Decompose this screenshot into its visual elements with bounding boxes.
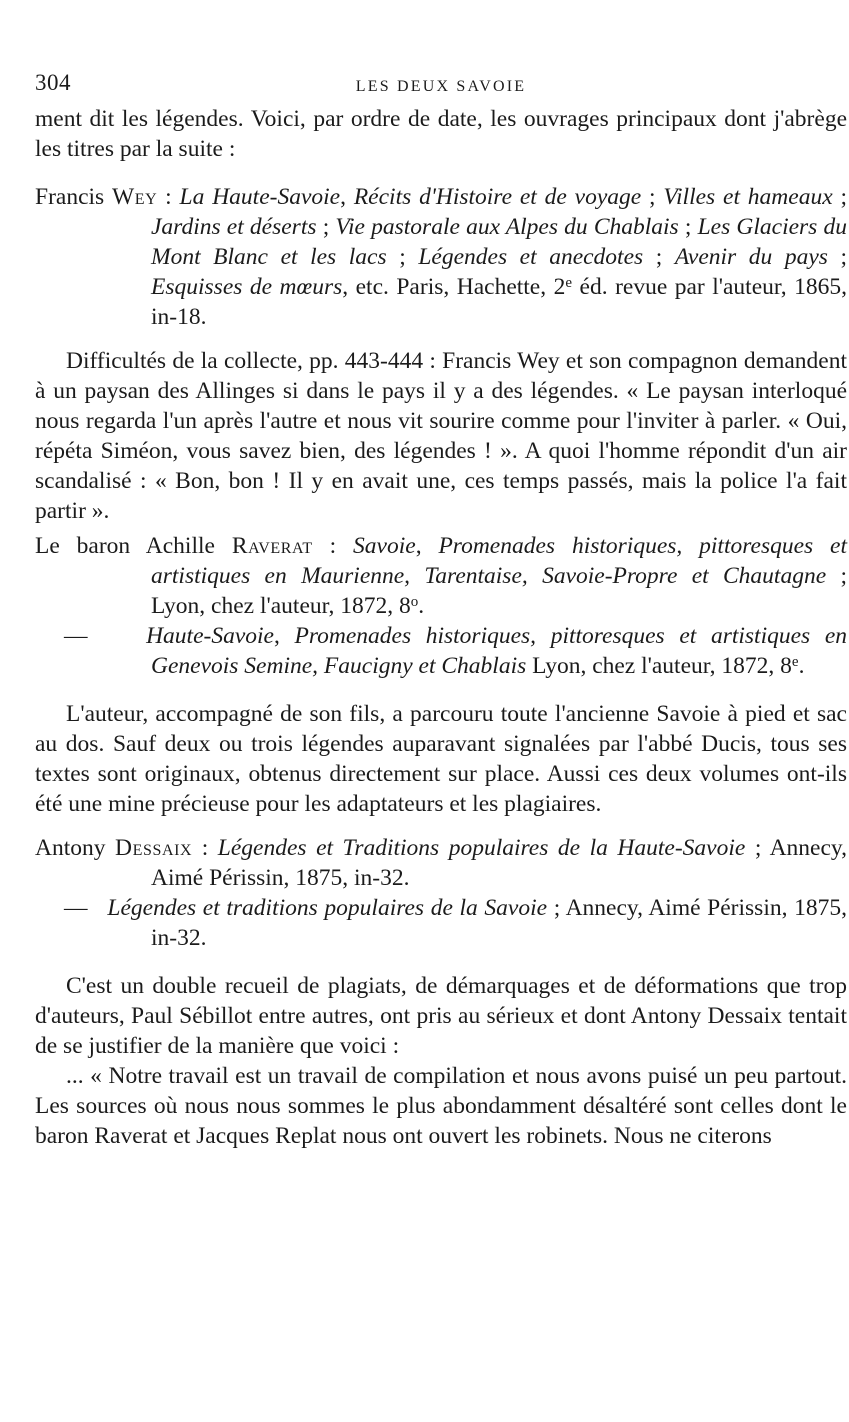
intro-paragraph: ment dit les légendes. Voici, par ordre de date, les ouvrages principaux dont j'abrège les titres par la suite : bbox=[35, 106, 847, 162]
page-header bbox=[35, 70, 847, 104]
work-title: Les Glaciers du Mont Blanc et les lacs bbox=[151, 214, 847, 270]
work-title: Légendes et traditions populaires de la Savoie bbox=[107, 895, 548, 921]
book-page bbox=[35, 70, 847, 1151]
work-title: Avenir du pays bbox=[674, 244, 828, 270]
dessaix-commentary-paragraph: C'est un double recueil de plagiats, de démarquages et de déformations que trop d'auteurs, Paul Sébillot entre autres, ont pris au sérieux et dont Antony Dessaix tentait de se justifier de la manière que voici : bbox=[35, 973, 847, 1059]
work-title: Promenades historiques, pittoresques et artistiques en Maurienne, Tarentaise, Savoie-Propre et Chautagne bbox=[151, 533, 848, 589]
work-title: Promenades historiques, pittoresques et artistiques en Genevois Semine, Faucigny et Chablais bbox=[151, 623, 847, 679]
publication-details: ; Annecy, Aimé Périssin, 1875, in-32. bbox=[151, 895, 847, 951]
work-title: Savoie bbox=[353, 533, 416, 559]
publication-details: Lyon, chez l'auteur, 1872, 8 bbox=[526, 653, 792, 679]
raverat-commentary-paragraph: L'auteur, accompagné de son fils, a parcouru toute l'ancienne Savoie à pied et sac au dos. Sauf deux ou trois légendes auparavant signalées par l'abbé Ducis, tous ses textes sont originaux, obtenus directement sur place. Aussi ces deux volumes ont-ils été une mine précieuse pour les adaptateurs et les plagiaires. bbox=[35, 701, 847, 817]
bibliography-entry-dessaix: Antony Dessaix : Légendes et Traditions populaires de la Haute-Savoie ; Annecy, Aimé Périssin, 1875, in-32. bbox=[35, 835, 847, 891]
work-title: La Haute-Savoie bbox=[179, 184, 341, 210]
work-title: Légendes et anecdotes bbox=[418, 244, 644, 270]
running-title: LES DEUX SAVOIE bbox=[355, 78, 527, 95]
work-title: Récits d'Histoire et de voyage bbox=[353, 184, 642, 210]
body-text bbox=[35, 104, 847, 1151]
bibliography-entry-wey: Francis Wey : La Haute-Savoie, Récits d'Histoire et de voyage ; Villes et hameaux ; Jardins et déserts ; Vie pastorale aux Alpes du Chablais ; Les Glaciers du Mont Blanc et les lacs ; Légendes et anecdotes ; Avenir du pays ; Esquisses de mœurs, etc. Paris, Hachette, 2e éd. revue par l'auteur, 1865, in-18. bbox=[35, 184, 848, 330]
quotation-paragraph: ... « Notre travail est un travail de compilation et nous avons puisé un peu partout. Les sources où nous nous sommes le plus abondamment désaltéré sont celles dont le baron Raverat et Jacques Replat nous ont ouvert les robinets. Nous ne citerons bbox=[35, 1063, 847, 1149]
bibliography-entry-raverat-2: — Haute-Savoie, Promenades historiques, pittoresques et artistiques en Genevois Semine, Faucigny et Chablais Lyon, chez l'auteur, 1872, 8e. bbox=[64, 623, 847, 679]
author-first-name: Francis bbox=[35, 184, 105, 210]
work-title: Villes et hameaux bbox=[663, 184, 833, 210]
page-number: 304 bbox=[35, 70, 71, 95]
wey-commentary-paragraph: Difficultés de la collecte, pp. 443-444 : Francis Wey et son compagnon demandent à un paysan des Allinges si dans le pays il y a des légendes. « Le paysan interloqué nous regarda l'un après l'autre et nous vit sourire comme pour l'inviter à parler. « Oui, répéta Siméon, vous savez bien, des légendes ! ». A quoi l'homme répondit d'un air scandalisé : « Bon, bon ! Il y en avait une, ces temps passés, mais la police l'a fait partir ». bbox=[35, 348, 847, 524]
work-title: Vie pastorale aux Alpes du Chablais bbox=[335, 214, 679, 240]
ditto-dash: — bbox=[64, 895, 88, 921]
work-title: Légendes et Traditions populaires de la Haute-Savoie bbox=[217, 835, 746, 861]
work-title: Jardins et déserts bbox=[151, 214, 317, 240]
author-last-name: Wey bbox=[112, 184, 158, 210]
work-title: Esquisses de mœurs bbox=[151, 274, 343, 300]
author-first-name: Le baron Achille bbox=[35, 533, 215, 559]
publication-details: ; Annecy, Aimé Périssin, 1875, in-32. bbox=[151, 835, 847, 891]
author-last-name: Dessaix bbox=[115, 835, 193, 861]
bibliography-entry-raverat: Le baron Achille Raverat : Savoie, Promenades historiques, pittoresques et artistiques en Maurienne, Tarentaise, Savoie-Propre et Chautagne ; Lyon, chez l'auteur, 1872, 8$^o$. bbox=[35, 533, 848, 619]
ditto-dash: — bbox=[64, 623, 88, 649]
work-title: Haute-Savoie bbox=[146, 623, 274, 649]
publication-details: ; Lyon, chez l'auteur, 1872, 8 bbox=[151, 563, 847, 619]
bibliography-entry-dessaix-2 bbox=[35, 893, 847, 953]
publication-details: , etc. Paris, Hachette, 2 bbox=[342, 274, 566, 300]
author-first-name: Antony bbox=[35, 835, 106, 861]
author-last-name: Raverat bbox=[231, 533, 313, 559]
